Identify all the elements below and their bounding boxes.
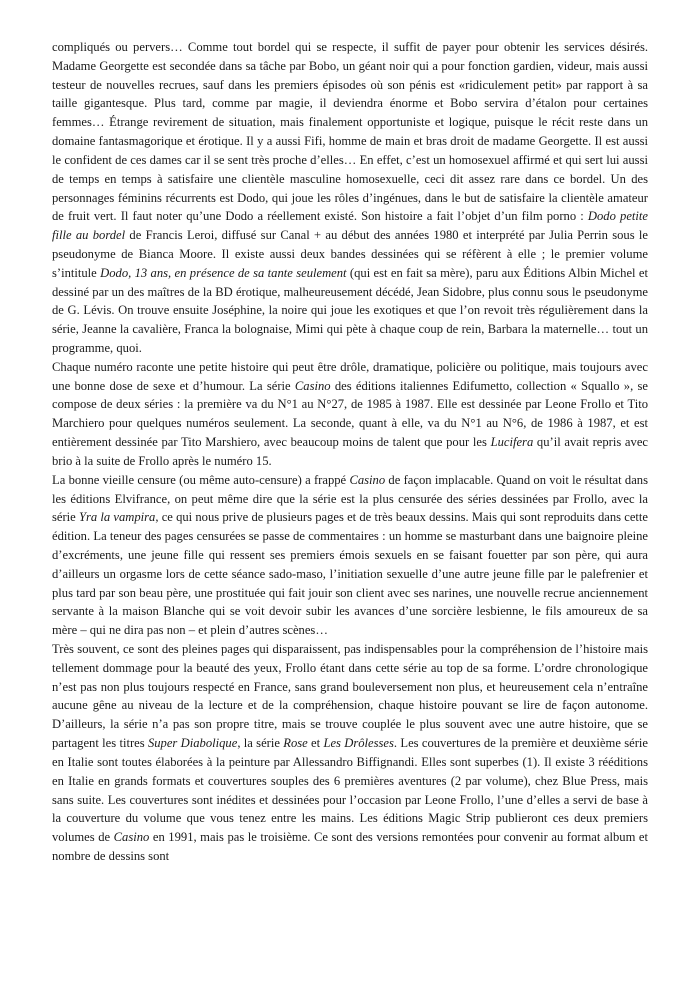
text-run: de Francis Leroi, diffusé sur Canal + au début des années 1980 et interprété par Julia Perrin sous le pseudonyme de Bianca Moore. Il existe aussi deux bandes dessinées qui se réfèrent à elle ; le premier volume s’intitule: [52, 228, 648, 280]
italic-title: Dodo, 13 ans, en présence de sa tante seulement: [100, 265, 347, 280]
text-run: La bonne vieille censure (ou même auto-censure) a frappé: [52, 472, 350, 487]
text-run: (qui est en fait sa mère), paru aux Éditions Albin Michel et dessiné par un des maîtres de la BD érotique, malheureusement décédé, Jean Sidobre, plus connu sous le pseudonyme de G. Lévis. On trouve ensuite Joséphine, la noire qui joue les exotiques et que l’on revoit très régulièrement dans la série, Jeanne la cavalière, Franca la bolognaise, Mimi qui pète à chaque coup de rein, Barbara la maternelle… tout un programme, quoi.: [52, 265, 648, 355]
italic-title: Yra la vampira: [78, 510, 156, 525]
italic-title: Super Diabolique: [147, 736, 238, 751]
text-run: , la série: [237, 736, 284, 751]
text-run: de façon implacable. Quand on voit le résultat dans les éditions Elvifrance, on peut même dire que la série est la plus censurée des séries dessinées par Frollo, avec la série: [52, 472, 648, 525]
paragraph-3: [52, 471, 648, 640]
text-run: des éditions italiennes Edifumetto, collection « Squallo », se compose de deux séries : la première va du N°1 au N°27, de 1985 à 1987. Elle est dessinée par Leone Frollo et Tito Marchiero pour quelques numéros seulement. La seconde, quant à elle, va du N°1 au N°6, de 1986 à 1987, et est entièrement dessinée par Tito Marshiero, avec beaucoup moins de talent que pour les: [52, 378, 648, 450]
text-run: Très souvent, ce sont des pleines pages qui disparaissent, pas indispensables pour la compréhension de l’histoire mais tellement dommage pour la beauté des yeux, Frollo étant dans cette série au top de sa forme. L’ordre chronologique n’est pas non plus toujours respecté en France, sans grand bouleversement non plus, et heureusement cela n’entraîne aucune gêne au niveau de la lecture et de la compréhension, chaque histoire pouvant se lire de façon autonome. D’ailleurs, la série n’a pas son propre titre, mais se trouve couplée le plus souvent avec une autre histoire, que se partagent les titres: [52, 642, 648, 751]
italic-title: Casino: [294, 378, 331, 393]
paragraph-1: [52, 38, 648, 358]
text-run: , ce qui nous prive de plusieurs pages et de très beaux dessins. Mais qui sont reproduits dans cette édition. La teneur des pages censurées se passe de commentaires : un homme se masturbant dans une baignoire pleine d’excréments, une jeune fille qui ressent ses premiers émois sexuels en se faisant fouetter par son père, qui aura d’ailleurs un orgasme lors de cette séance sado-maso, l’initiation sexuelle d’une autre jeune fille par le palefrenier et plus tard par son beau père, une prostituée qui fait jouir son client avec ses narines, une nouvelle recrue anciennement servante à la maison Blanche qui se voit devoir subir les avances d’une sorcière lesbienne, le fils amoureux de sa mère – qui ne dira pas non – et plein d’autres scènes…: [52, 510, 649, 638]
italic-title: Lucifera: [490, 435, 534, 450]
italic-title: Casino: [349, 472, 386, 487]
text-run: . Les couvertures de la première et deuxième série en Italie sont toutes élaborées à la peinture par Allessandro Biffignandi. Elles sont superbes (1). Il existe 3 rééditions en Italie en grands formats et couvertures souples des 6 premières aventures (2 par volume), chez Blue Press, mais sans suite. Les couvertures sont inédites et dessinées pour l’occasion par Leone Frollo, l’une d’elles a servi de base à la couverture du volume que vous tenez entre les mains. Les éditions Magic Strip publieront ces deux premiers volumes de: [52, 736, 648, 845]
text-run: qu’il avait repris avec brio à la suite de Frollo après le numéro 15.: [52, 435, 648, 468]
paragraph-2: [52, 358, 648, 471]
text-run: compliqués ou pervers… Comme tout bordel qui se respecte, il suffit de payer pour obtenir les services désirés. Madame Georgette est secondée dans sa tâche par Bobo, un géant noir qui a pour fonction gardien, videur, mais aussi testeur de nouvelles recrues, sauf dans les premiers épisodes où son pénis est «ridiculement petit» par rapport à sa taille gigantesque. Plus tard, comme par magie, il deviendra énorme et Bobo servira d’étalon pour certaines femmes… Étrange revirement de situation, mais finalement opportuniste et logique, puisque le récit reste dans un domaine fantasmagorique et érotique. Il y a aussi Fifi, homme de main et bras droit de madame Georgette. Il est aussi le confident de ces dames car il se sent très proche d’elles… En effet, c’est un homosexuel affirmé et qui sert lui aussi de temps en temps à satisfaire une clientèle masculine homosexuelle, ceci dit assez rare dans ce bordel. Un des personnages féminins récurrents est Dodo, qui joue les rôles d’ingénues, dans le but de satisfaire la clientèle amateur de fruit vert. Il faut noter qu’une Dodo a réellement existé. Son histoire a fait l’objet d’un film porno :: [52, 40, 648, 224]
paragraph-4: [52, 640, 648, 866]
italic-title: Casino: [113, 830, 150, 845]
text-run: en 1991, mais pas le troisième. Ce sont des versions remontées pour convenir au format album et nombre de dessins sont: [52, 830, 648, 863]
italic-title: Les Drôlesses: [323, 736, 394, 751]
text-run: Chaque numéro raconte une petite histoire qui peut être drôle, dramatique, policière ou politique, mais toujours avec une bonne dose de sexe et d’humour. La série: [52, 359, 648, 393]
italic-title: Dodo petite fille au bordel: [52, 209, 648, 243]
document-body: [52, 38, 648, 866]
italic-title: Rose: [283, 736, 308, 751]
text-run: et: [307, 736, 324, 751]
